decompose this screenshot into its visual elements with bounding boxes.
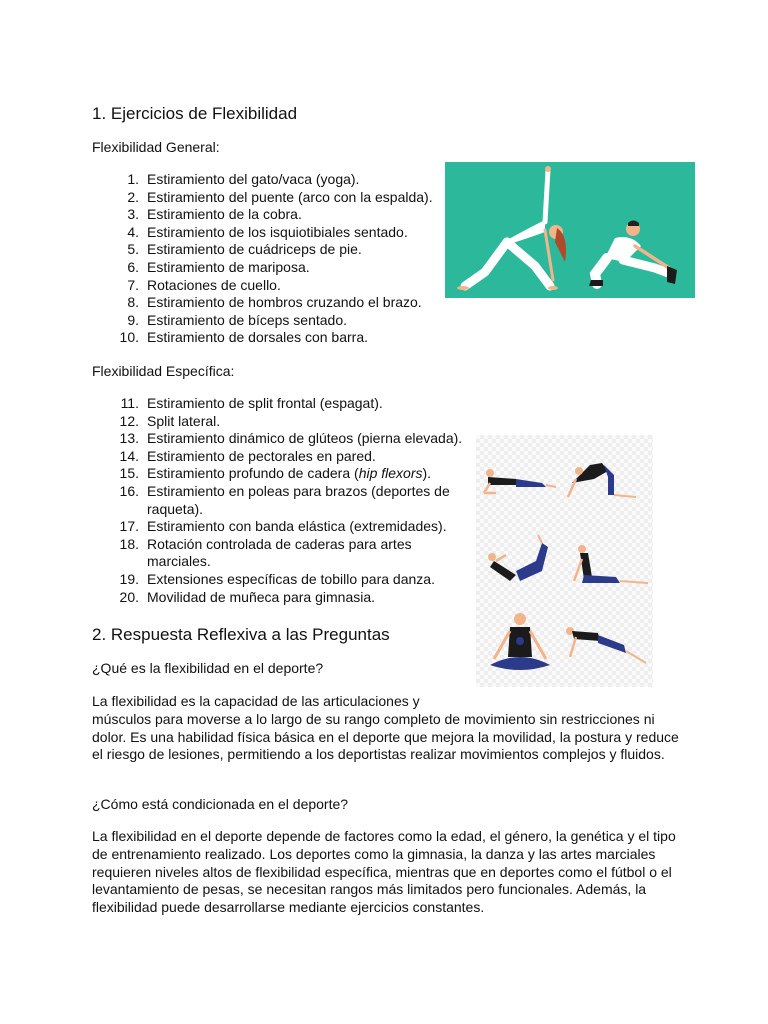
list-item: 3. Estiramiento de la cobra. — [127, 206, 302, 223]
list-item: 10. Estiramiento de dorsales con barra. — [119, 329, 368, 346]
general-flexibility-label: Flexibilidad General: — [92, 139, 220, 155]
specific-flexibility-label: Flexibilidad Específica: — [92, 363, 235, 379]
list-item: 14. Estiramiento de pectorales en pared. — [119, 447, 376, 464]
section-title-respuesta: 2. Respuesta Reflexiva a las Preguntas — [92, 625, 390, 644]
list-item: 18. Rotación controlada de caderas para artes marciales. — [119, 535, 412, 570]
section-title-ejercicios: 1. Ejercicios de Flexibilidad — [92, 104, 298, 123]
list-item: 16. Estiramiento en poleas para brazos (deportes de raqueta). — [119, 482, 450, 517]
answer-2: La flexibilidad en el deporte depende de factores como la edad, el género, la genética y el tipo de entrenamiento realizado. Los deportes como la gimnasia, la danza y las artes marciales requieren niveles altos de flexibilidad específica, mientras que en deportes como el fútbol o el levantamiento de pesas, se necesitan rangos más limitados pero funcionales. Además, la flexibilidad puede desarrollarse mediante ejercicios constantes. — [92, 828, 676, 916]
specific-exercise-list — [92, 395, 462, 606]
list-item: 2. Estiramiento del puente (arco con la espalda). — [127, 188, 433, 205]
list-item: 9. Estiramiento de bíceps sentado. — [127, 311, 348, 328]
list-item: 20. Movilidad de muñeca para gimnasia. — [119, 588, 376, 605]
yoga-poses-illustration — [476, 435, 653, 687]
list-item: 17. Estiramiento con banda elástica (extremidades). — [119, 518, 447, 535]
list-item: 8. Estiramiento de hombros cruzando el brazo. — [127, 294, 422, 311]
general-exercise-list — [92, 171, 433, 347]
list-item: 19. Extensiones específicas de tobillo para danza. — [119, 570, 435, 587]
question-1: ¿Qué es la flexibilidad en el deporte? — [92, 660, 324, 676]
list-item: 11. Estiramiento de split frontal (espagat). — [120, 395, 383, 411]
list-item: 7. Rotaciones de cuello. — [127, 276, 281, 293]
stretching-illustration-teal — [445, 162, 695, 298]
stretching-figures-icon — [445, 162, 695, 298]
list-item: 6. Estiramiento de mariposa. — [127, 258, 310, 275]
list-item: 1. Estiramiento del gato/vaca (yoga). — [127, 171, 360, 187]
list-item: 12. Split lateral. — [119, 412, 221, 429]
list-item: 5. Estiramiento de cuádriceps de pie. — [127, 241, 362, 258]
question-2: ¿Cómo está condicionada en el deporte? — [92, 796, 349, 812]
list-item: 13. Estiramiento dinámico de glúteos (pierna elevada). — [119, 430, 463, 447]
list-item: 15. Estiramiento profundo de cadera (hip flexors). — [119, 465, 432, 482]
list-item: 4. Estiramiento de los isquiotibiales sentado. — [127, 223, 408, 240]
answer-1: La flexibilidad es la capacidad de las articulaciones y músculos para moverse a lo largo de su rango completo de movimiento sin restricciones ni dolor. Es una habilidad física básica en el deporte que mejora la movilidad, la postura y reduce el riesgo de lesiones, permitiendo a los deportistas realizar movimientos complejos y fluidos. — [92, 693, 679, 763]
yoga-poses-icon — [476, 435, 653, 687]
